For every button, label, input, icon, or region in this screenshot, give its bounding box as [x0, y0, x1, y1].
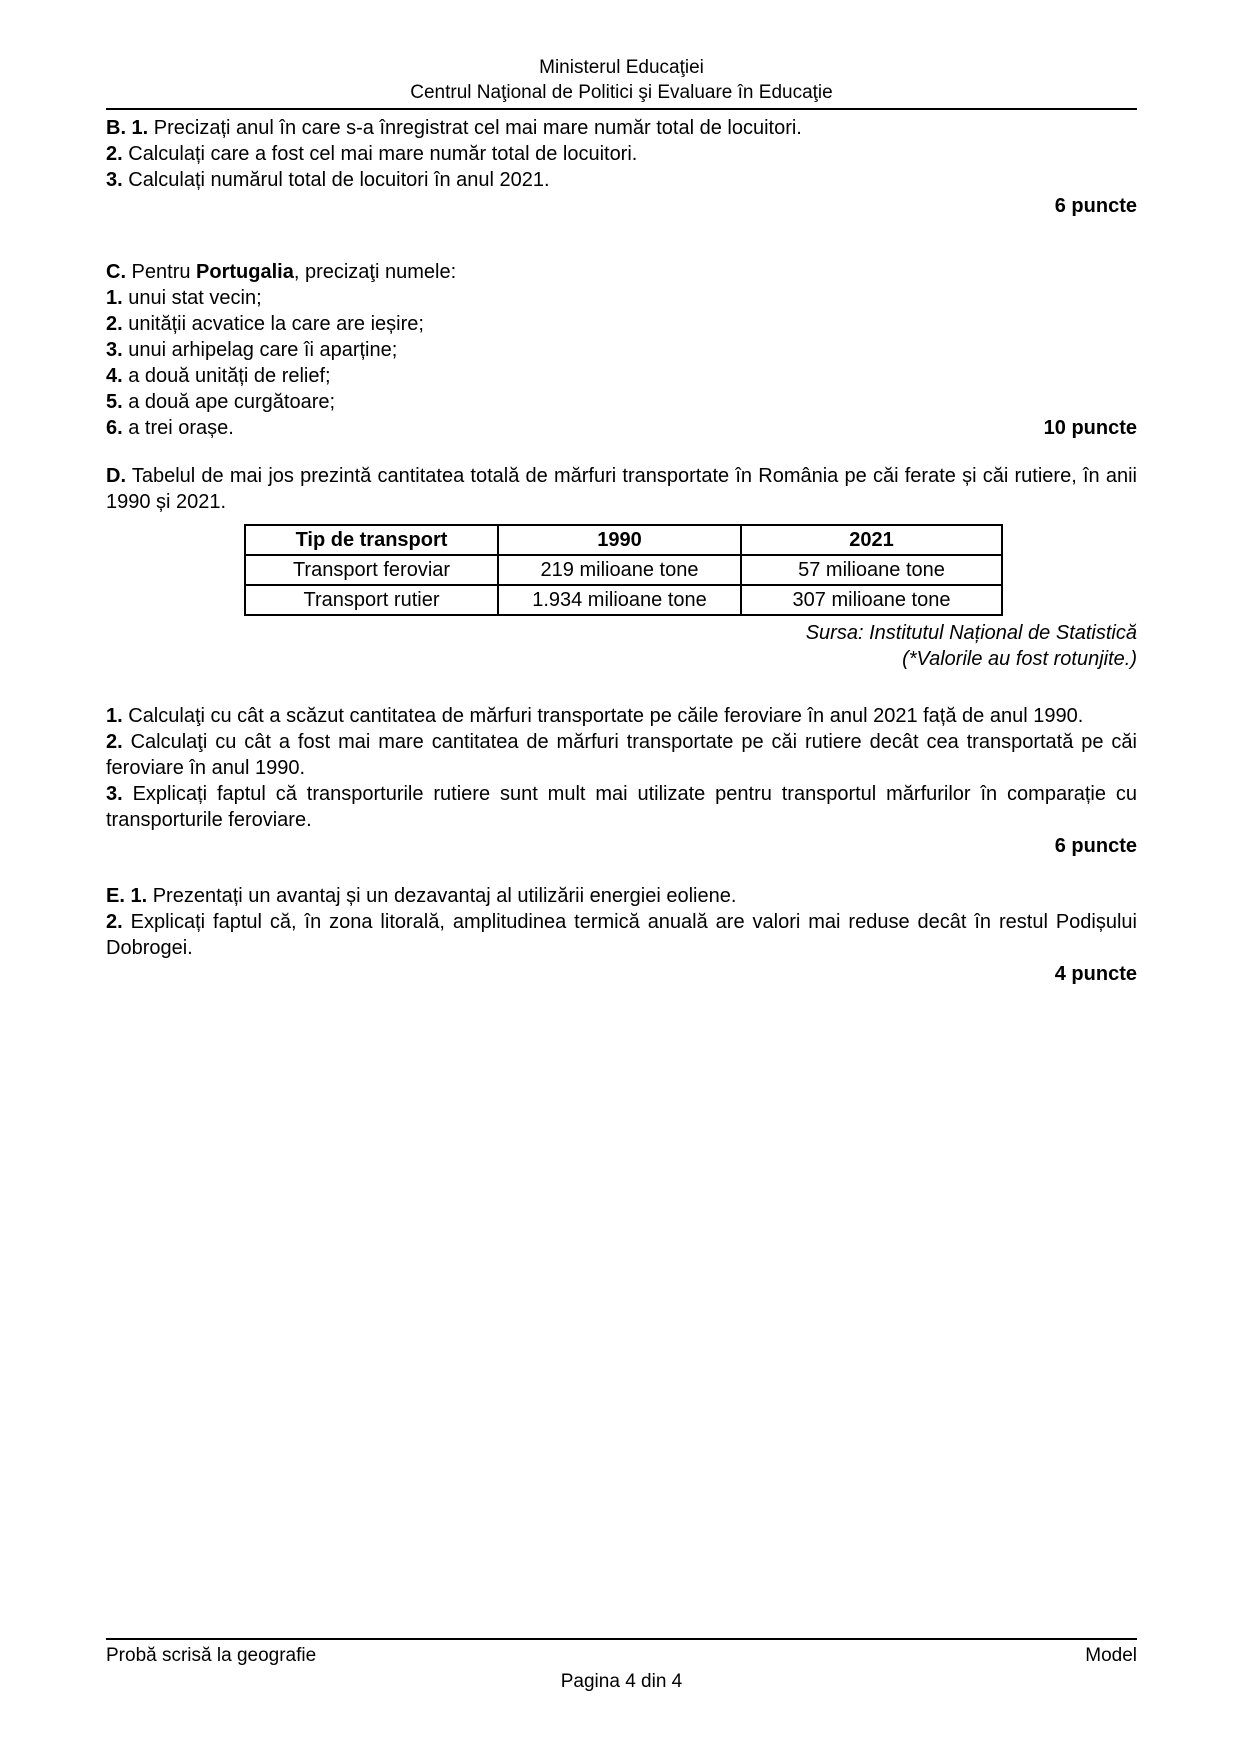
- item-text: Explicați faptul că, în zona litorală, amplitudinea termică anuală are valori mai reduse decât în restul Podișului Dobrogei.: [106, 911, 1137, 959]
- section-c-item-2: [106, 311, 1137, 337]
- section-b: [106, 115, 1137, 219]
- item-text: Calculaţi cu cât a scăzut cantitatea de mărfuri transportate pe căile feroviare în anul 2021 față de anul 1990.: [122, 705, 1084, 727]
- transport-table: [244, 524, 1003, 616]
- section-b-points: 6 puncte: [1054, 195, 1137, 217]
- footer-model-label: Model: [1085, 1645, 1137, 1666]
- item-text: Calculați care a fost cel mai mare număr total de locuitori.: [122, 143, 638, 165]
- page-content: [106, 0, 1137, 987]
- section-c-item-3: [106, 337, 1137, 363]
- document-header: [106, 0, 1137, 105]
- section-b-item-1: [106, 115, 1137, 141]
- section-d-question-2: [106, 729, 1137, 781]
- item-number: 4.: [106, 365, 123, 387]
- item-text: unui arhipelag care îi aparține;: [122, 339, 398, 361]
- item-text: a două unități de relief;: [122, 365, 331, 387]
- page-footer: [106, 1638, 1137, 1693]
- item-number: 2.: [106, 911, 123, 933]
- table-row: [245, 555, 1002, 585]
- section-e-item-1: [106, 883, 1137, 909]
- table-source: Sursa: Institutul Național de Statistică: [805, 622, 1137, 644]
- section-e-points: 4 puncte: [1054, 963, 1137, 985]
- table-cell: 1.934 milioane tone: [498, 585, 741, 615]
- section-c-item-6: [106, 415, 234, 441]
- section-d-points: 6 puncte: [1054, 835, 1137, 857]
- footer-subject: Probă scrisă la geografie: [106, 1645, 317, 1666]
- section-d-question-1: [106, 703, 1137, 729]
- table-cell: Transport rutier: [245, 585, 498, 615]
- section-letter: D.: [106, 465, 126, 487]
- item-number: E. 1.: [106, 885, 148, 907]
- section-d-question-3: [106, 781, 1137, 833]
- item-number: 6.: [106, 417, 123, 439]
- table-header-cell: 1990: [498, 525, 741, 555]
- section-d: [106, 463, 1137, 859]
- item-number: 2.: [106, 731, 123, 753]
- section-c: [106, 259, 1137, 441]
- item-text: a două ape curgătoare;: [122, 391, 336, 413]
- table-header-cell: 2021: [741, 525, 1002, 555]
- table-row: [245, 585, 1002, 615]
- item-number: 2.: [106, 143, 123, 165]
- intro-text: Tabelul de mai jos prezintă cantitatea totală de mărfuri transportate în România pe căi ferate și căi rutiere, în anii 1990 și 2021.: [106, 465, 1137, 513]
- footer-page-number: Pagina 4 din 4: [560, 1671, 683, 1692]
- item-number: 1.: [106, 287, 123, 309]
- footer-row: [106, 1644, 1137, 1667]
- section-c-item-4: [106, 363, 1137, 389]
- ministry-title: Ministerul Educaţiei: [539, 57, 704, 78]
- section-e-item-2: [106, 909, 1137, 961]
- item-text: Explicați faptul că transporturile rutiere sunt mult mai utilizate pentru transportul mărfurilor în comparație cu transporturile feroviare.: [106, 783, 1137, 831]
- item-number: 2.: [106, 313, 123, 335]
- intro-text: , precizaţi numele:: [293, 261, 457, 283]
- country-name: Portugalia: [196, 261, 294, 283]
- table-header-row: [245, 525, 1002, 555]
- table-source-note: (*Valorile au fost rotunjite.): [902, 648, 1137, 670]
- header-divider: [106, 108, 1137, 110]
- item-number: B. 1.: [106, 117, 149, 139]
- item-number: 3.: [106, 339, 123, 361]
- table-cell: Transport feroviar: [245, 555, 498, 585]
- item-text: Precizați anul în care s-a înregistrat cel mai mare număr total de locuitori.: [148, 117, 802, 139]
- intro-text: Pentru: [126, 261, 197, 283]
- item-number: 3.: [106, 169, 123, 191]
- table-cell: 307 milioane tone: [741, 585, 1002, 615]
- item-text: unității acvatice la care are ieșire;: [122, 313, 424, 335]
- section-c-item-6-row: [106, 415, 1137, 441]
- section-e: [106, 883, 1137, 987]
- item-text: unui stat vecin;: [122, 287, 262, 309]
- section-b-item-3: [106, 167, 1137, 193]
- table-cell: 219 milioane tone: [498, 555, 741, 585]
- item-number: 1.: [106, 705, 123, 727]
- item-text: a trei orașe.: [122, 417, 234, 439]
- item-number: 3.: [106, 783, 123, 805]
- item-number: 5.: [106, 391, 123, 413]
- section-c-intro: [106, 259, 1137, 285]
- table-cell: 57 milioane tone: [741, 555, 1002, 585]
- section-d-intro: [106, 463, 1137, 515]
- section-d-questions: [106, 703, 1137, 859]
- item-text: Calculaţi cu cât a fost mai mare cantitatea de mărfuri transportate pe căi rutiere decât cea transportată pe căi feroviare în anul 1990.: [106, 731, 1137, 779]
- section-c-item-1: [106, 285, 1137, 311]
- center-title: Centrul Naţional de Politici şi Evaluare în Educaţie: [410, 82, 833, 103]
- table-header-cell: Tip de transport: [245, 525, 498, 555]
- section-c-points: 10 puncte: [1043, 417, 1137, 439]
- item-text: Prezentați un avantaj și un dezavantaj al utilizării energiei eoliene.: [147, 885, 737, 907]
- section-b-item-2: [106, 141, 1137, 167]
- section-letter: C.: [106, 261, 126, 283]
- item-text: Calculați numărul total de locuitori în anul 2021.: [122, 169, 550, 191]
- section-c-item-5: [106, 389, 1137, 415]
